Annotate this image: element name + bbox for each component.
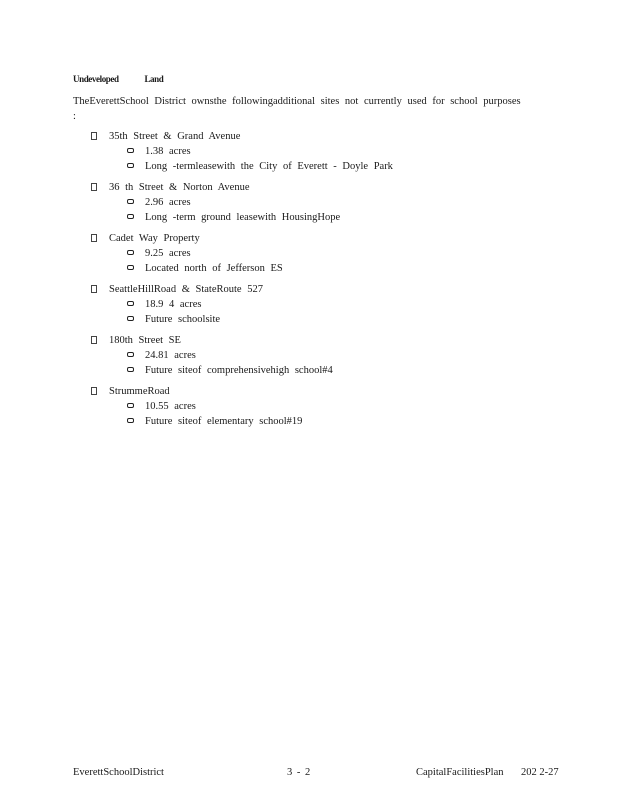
site-name: SeattleHillRoad & StateRoute 527	[109, 284, 263, 295]
square-bullet-icon	[91, 387, 97, 395]
circle-bullet-icon	[127, 418, 134, 423]
square-bullet-icon	[91, 132, 97, 140]
site-acreage: 9.25 acres	[145, 248, 191, 259]
site-name: 36 th Street & Norton Avenue	[109, 182, 250, 193]
site-item	[91, 180, 531, 225]
circle-bullet-icon	[127, 265, 134, 270]
site-details	[91, 399, 531, 429]
footer-page-number: 3 - 2	[287, 767, 311, 778]
site-acreage: 24.81 acres	[145, 350, 196, 361]
site-description: Long -term ground leasewith HousingHope	[145, 212, 341, 223]
site-acreage: 18.9 4 acres	[145, 299, 202, 310]
circle-bullet-icon	[127, 316, 134, 321]
site-details	[91, 246, 531, 276]
site-details	[91, 144, 531, 174]
site-acreage: 1.38 acres	[145, 146, 191, 157]
site-item	[91, 384, 531, 429]
circle-bullet-icon	[127, 163, 134, 168]
site-description: Long -termleasewith the City of Everett - Doyle Park	[145, 161, 393, 172]
site-item	[91, 333, 531, 378]
site-name: Cadet Way Property	[109, 233, 200, 244]
footer-year: 202 2-27	[521, 767, 559, 778]
site-details	[91, 348, 531, 378]
site-name: 180th Street SE	[109, 335, 181, 346]
circle-bullet-icon	[127, 352, 134, 357]
site-description: Future schoolsite	[145, 314, 221, 325]
site-name: 35th Street & Grand Avenue	[109, 131, 241, 142]
intro-paragraph: TheEverettSchool District ownsthe followingadditional sites not currently used for school purposes :	[73, 96, 521, 122]
site-name: StrummeRoad	[109, 386, 170, 397]
footer-district: EverettSchoolDistrict	[73, 767, 164, 778]
site-acreage: 10.55 acres	[145, 401, 196, 412]
circle-bullet-icon	[127, 214, 134, 219]
site-details	[91, 195, 531, 225]
circle-bullet-icon	[127, 148, 134, 153]
site-list	[91, 129, 531, 435]
circle-bullet-icon	[127, 301, 134, 306]
footer-document-title: CapitalFacilitiesPlan	[416, 767, 504, 778]
square-bullet-icon	[91, 285, 97, 293]
circle-bullet-icon	[127, 199, 134, 204]
site-description: Future siteof elementary school#19	[145, 416, 303, 427]
site-item	[91, 231, 531, 276]
circle-bullet-icon	[127, 367, 134, 372]
section-heading: Undeveloped Land	[73, 74, 164, 84]
site-item	[91, 282, 531, 327]
square-bullet-icon	[91, 336, 97, 344]
site-acreage: 2.96 acres	[145, 197, 191, 208]
site-description: Future siteof comprehensivehigh school#4	[145, 365, 333, 376]
circle-bullet-icon	[127, 250, 134, 255]
site-details	[91, 297, 531, 327]
site-description: Located north of Jefferson ES	[145, 263, 283, 274]
site-item	[91, 129, 531, 174]
square-bullet-icon	[91, 234, 97, 242]
circle-bullet-icon	[127, 403, 134, 408]
square-bullet-icon	[91, 183, 97, 191]
